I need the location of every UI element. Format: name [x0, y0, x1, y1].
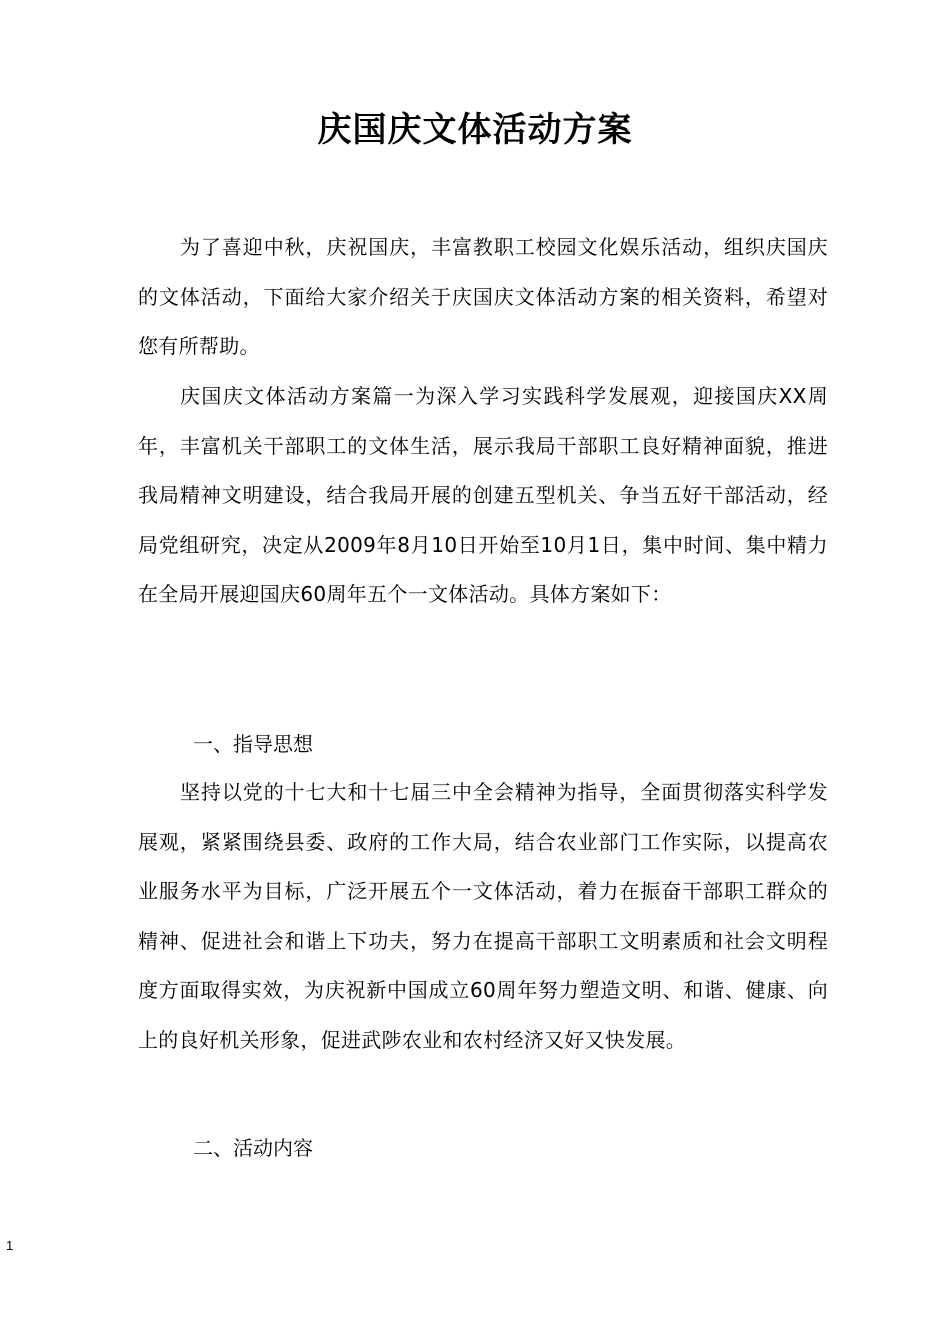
- guiding-ideology-paragraph: 坚持以党的十七大和十七届三中全会精神为指导，全面贯彻落实科学发展观，紧紧围绕县委、政府的工作大局，结合农业部门工作实际，以提高农业服务水平为目标，广泛开展五个一文体活动，着力在振奋干部职工群众的精神、促进社会和谐上下功夫，努力在提高干部职工文明素质和社会文明程度方面取得实效，为庆祝新中国成立60周年努力塑造文明、和谐、健康、向上的良好机关形象，促进武陟农业和农村经济又好又快发展。: [138, 780, 828, 1052]
- page-number: 1: [6, 1238, 14, 1253]
- document-title: 庆国庆文体活动方案: [317, 110, 633, 150]
- section-heading-activity-content: 二、活动内容: [193, 1136, 313, 1160]
- intro-paragraph: 为了喜迎中秋，庆祝国庆，丰富教职工校园文化娱乐活动，组织庆国庆的文体活动，下面给大家介绍关于庆国庆文体活动方案的相关资料，希望对您有所帮助。: [138, 235, 828, 359]
- section-heading-guiding-ideology: 一、指导思想: [193, 732, 313, 756]
- plan-paragraph: 庆国庆文体活动方案篇一为深入学习实践科学发展观，迎接国庆XX周年，丰富机关干部职工的文体生活，展示我局干部职工良好精神面貌，推进我局精神文明建设，结合我局开展的创建五型机关、争当五好干部活动，经局党组研究，决定从2009年8月10日开始至10月1日，集中时间、集中精力在全局开展迎国庆60周年五个一文体活动。具体方案如下：: [138, 384, 828, 607]
